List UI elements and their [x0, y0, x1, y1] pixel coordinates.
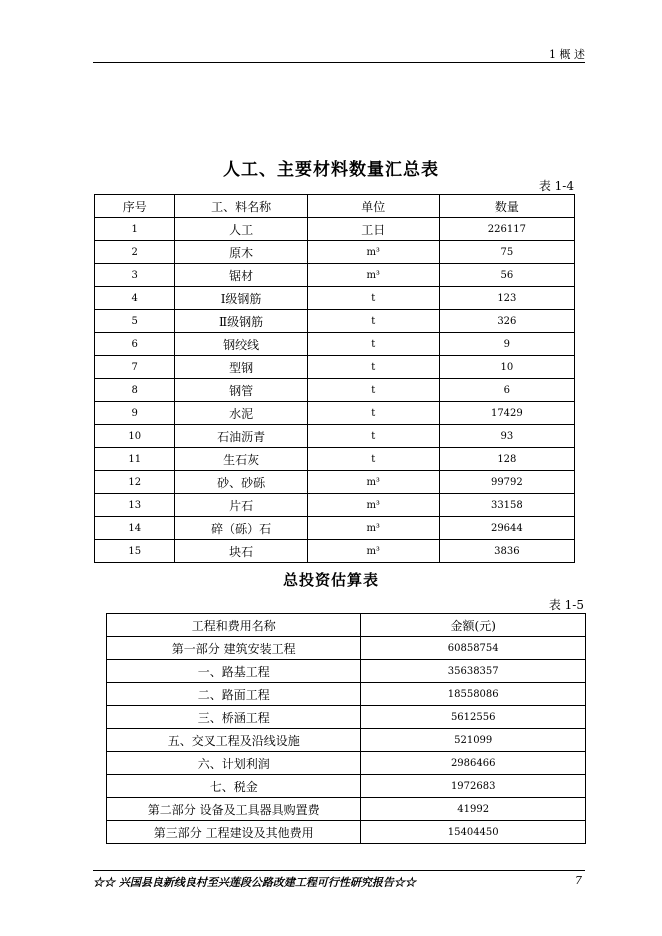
page-number: 7	[575, 874, 582, 887]
table-cell: 锯材	[175, 264, 307, 287]
table-cell: 41992	[361, 798, 586, 821]
table-cell: 一、路基工程	[107, 660, 361, 683]
table-cell: 13	[95, 494, 175, 517]
table-cell: 六、计划利润	[107, 752, 361, 775]
table-cell: 1972683	[361, 775, 586, 798]
table-row	[95, 425, 575, 448]
table-cell: m³	[307, 494, 439, 517]
table-cell: t	[307, 448, 439, 471]
table-cell: 七、税金	[107, 775, 361, 798]
column-header: 工、料名称	[175, 195, 307, 218]
table-row	[107, 637, 586, 660]
materials-table-body	[95, 218, 575, 563]
table-cell: 11	[95, 448, 175, 471]
table-row	[95, 356, 575, 379]
table-cell: 第二部分 设备及工具器具购置费	[107, 798, 361, 821]
table-row	[107, 660, 586, 683]
table-cell: 93	[439, 425, 574, 448]
table-cell: 2	[95, 241, 175, 264]
table-cell: 56	[439, 264, 574, 287]
table-cell: t	[307, 287, 439, 310]
column-header: 单位	[307, 195, 439, 218]
table-cell: 6	[95, 333, 175, 356]
table-cell: 18558086	[361, 683, 586, 706]
table2-number: 表 1-5	[548, 598, 584, 612]
table-cell: 9	[95, 402, 175, 425]
table-cell: 4	[95, 287, 175, 310]
table-cell: Ⅰ级钢筋	[175, 287, 307, 310]
table-row	[107, 798, 586, 821]
table-row	[107, 775, 586, 798]
table-row	[95, 264, 575, 287]
table-cell: 钢绞线	[175, 333, 307, 356]
table-row	[95, 402, 575, 425]
table-cell: 128	[439, 448, 574, 471]
table-cell: 17429	[439, 402, 574, 425]
running-header: 1 概 述	[549, 48, 585, 61]
table-row	[95, 448, 575, 471]
table-cell: 3	[95, 264, 175, 287]
table-row	[95, 471, 575, 494]
table-cell: 块石	[175, 540, 307, 563]
table-cell: 60858754	[361, 637, 586, 660]
table-cell: 1	[95, 218, 175, 241]
table-cell: m³	[307, 264, 439, 287]
table-cell: t	[307, 333, 439, 356]
table-cell: 三、桥涵工程	[107, 706, 361, 729]
column-header: 工程和费用名称	[107, 614, 361, 637]
table-cell: 砂、砂砾	[175, 471, 307, 494]
column-header: 金额(元)	[361, 614, 586, 637]
table-row	[95, 379, 575, 402]
table1-number: 表 1-4	[538, 179, 574, 193]
table-cell: 29644	[439, 517, 574, 540]
table-cell: 水泥	[175, 402, 307, 425]
investment-table-body	[107, 637, 586, 844]
table-row	[95, 241, 575, 264]
report-footer-text: ☆☆ 兴国县良新线良村至兴莲段公路改建工程可行性研究报告☆☆	[93, 876, 416, 889]
table2-title: 总投资估算表	[282, 571, 379, 589]
table-cell: 521099	[361, 729, 586, 752]
table-cell: 326	[439, 310, 574, 333]
table-cell: 7	[95, 356, 175, 379]
table-row	[95, 333, 575, 356]
table-cell: 片石	[175, 494, 307, 517]
table-cell: 五、交叉工程及沿线设施	[107, 729, 361, 752]
column-header: 序号	[95, 195, 175, 218]
table-cell: 第一部分 建筑安装工程	[107, 637, 361, 660]
table-cell: 石油沥青	[175, 425, 307, 448]
investment-estimate-table	[106, 613, 586, 844]
table-cell: t	[307, 379, 439, 402]
table-cell: 2986466	[361, 752, 586, 775]
table-cell: 35638357	[361, 660, 586, 683]
table-cell: 10	[95, 425, 175, 448]
table-cell: 8	[95, 379, 175, 402]
table-cell: 生石灰	[175, 448, 307, 471]
header-rule	[93, 62, 585, 63]
table-cell: 226117	[439, 218, 574, 241]
table-cell: 二、路面工程	[107, 683, 361, 706]
table-cell: 3836	[439, 540, 574, 563]
table-cell: t	[307, 356, 439, 379]
table-row	[107, 729, 586, 752]
table-row	[95, 517, 575, 540]
table-cell: 15404450	[361, 821, 586, 844]
table-cell: 75	[439, 241, 574, 264]
table-row	[107, 706, 586, 729]
table-cell: 第三部分 工程建设及其他费用	[107, 821, 361, 844]
table-cell: 10	[439, 356, 574, 379]
table-cell: 5612556	[361, 706, 586, 729]
table-cell: 原木	[175, 241, 307, 264]
table-row	[95, 494, 575, 517]
table-cell: t	[307, 402, 439, 425]
materials-summary-table	[94, 194, 575, 563]
table-cell: 12	[95, 471, 175, 494]
table-cell: m³	[307, 540, 439, 563]
table-cell: t	[307, 310, 439, 333]
table-row	[95, 310, 575, 333]
table-row	[95, 540, 575, 563]
table1-title: 人工、主要材料数量汇总表	[223, 160, 439, 180]
table-cell: 9	[439, 333, 574, 356]
table-cell: m³	[307, 241, 439, 264]
table-cell: 碎（砾）石	[175, 517, 307, 540]
table-cell: 工日	[307, 218, 439, 241]
table-cell: 123	[439, 287, 574, 310]
column-header: 数量	[439, 195, 574, 218]
table-row	[95, 218, 575, 241]
table-row	[107, 821, 586, 844]
table-cell: m³	[307, 471, 439, 494]
footer-rule	[93, 870, 585, 871]
table-cell: 14	[95, 517, 175, 540]
table-cell: t	[307, 425, 439, 448]
table-cell: m³	[307, 517, 439, 540]
table-row	[95, 287, 575, 310]
table-cell: 人工	[175, 218, 307, 241]
table-cell: 钢管	[175, 379, 307, 402]
table-cell: 33158	[439, 494, 574, 517]
table-row	[107, 752, 586, 775]
table-cell: 6	[439, 379, 574, 402]
table-cell: 99792	[439, 471, 574, 494]
table-cell: 15	[95, 540, 175, 563]
table-header-row	[107, 614, 586, 637]
table-cell: Ⅱ级钢筋	[175, 310, 307, 333]
table-header-row	[95, 195, 575, 218]
table-cell: 型钢	[175, 356, 307, 379]
table-cell: 5	[95, 310, 175, 333]
table-row	[107, 683, 586, 706]
